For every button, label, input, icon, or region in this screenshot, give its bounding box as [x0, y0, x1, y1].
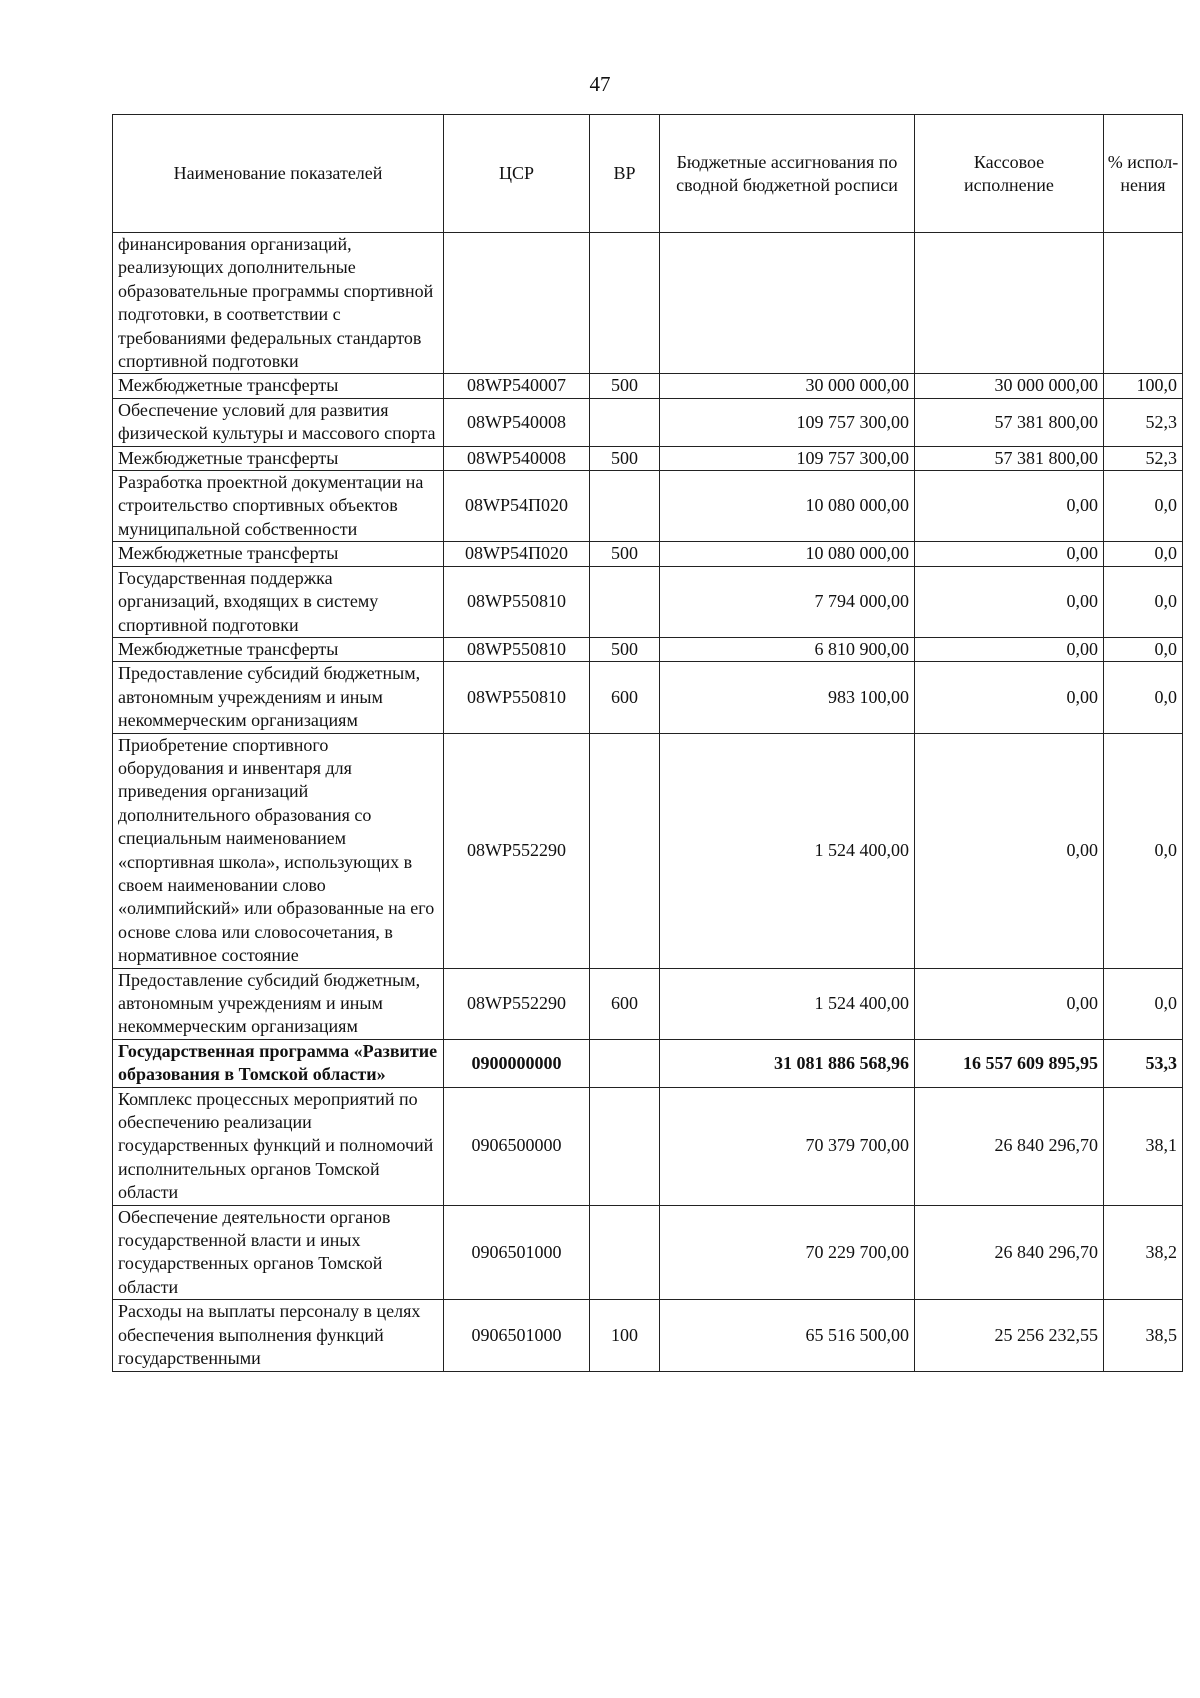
row-csr: 08WP540008 [444, 446, 590, 470]
row-csr: 0900000000 [444, 1039, 590, 1087]
header-csr: ЦСР [444, 115, 590, 233]
row-pct: 0,0 [1104, 566, 1183, 637]
page-number: 47 [589, 72, 611, 96]
row-budget: 10 080 000,00 [660, 542, 915, 566]
row-name: Обеспечение условий для развития физической культуры и массового спорта [113, 398, 444, 446]
row-csr: 08WP552290 [444, 968, 590, 1039]
row-vr [590, 233, 660, 374]
row-budget: 70 379 700,00 [660, 1087, 915, 1205]
table-row [113, 471, 1183, 542]
row-vr [590, 1039, 660, 1087]
row-name: Межбюджетные трансферты [113, 637, 444, 661]
row-name: Комплекс процессных мероприятий по обеспечению реализации государственных функций и полномочий исполнительных органов Томской области [113, 1087, 444, 1205]
row-pct: 0,0 [1104, 637, 1183, 661]
row-pct: 0,0 [1104, 542, 1183, 566]
row-cash: 0,00 [915, 733, 1104, 968]
row-cash: 16 557 609 895,95 [915, 1039, 1104, 1087]
row-csr [444, 233, 590, 374]
row-csr: 08WP54П020 [444, 542, 590, 566]
table-row [113, 374, 1183, 398]
table-row [113, 662, 1183, 733]
row-pct: 52,3 [1104, 398, 1183, 446]
row-vr: 100 [590, 1300, 660, 1371]
row-pct: 0,0 [1104, 968, 1183, 1039]
row-cash: 25 256 232,55 [915, 1300, 1104, 1371]
row-budget: 1 524 400,00 [660, 968, 915, 1039]
row-budget: 31 081 886 568,96 [660, 1039, 915, 1087]
table-row [113, 446, 1183, 470]
row-cash: 0,00 [915, 542, 1104, 566]
row-budget [660, 233, 915, 374]
row-vr [590, 398, 660, 446]
row-pct: 52,3 [1104, 446, 1183, 470]
row-csr: 08WP54П020 [444, 471, 590, 542]
row-vr: 600 [590, 968, 660, 1039]
table-row [113, 1300, 1183, 1371]
row-csr: 08WP550810 [444, 566, 590, 637]
row-csr: 08WP552290 [444, 733, 590, 968]
row-vr: 500 [590, 542, 660, 566]
row-pct: 38,1 [1104, 1087, 1183, 1205]
table-row [113, 1087, 1183, 1205]
row-budget: 7 794 000,00 [660, 566, 915, 637]
row-pct: 38,5 [1104, 1300, 1183, 1371]
row-name: Межбюджетные трансферты [113, 542, 444, 566]
row-pct [1104, 233, 1183, 374]
row-vr: 500 [590, 637, 660, 661]
row-name: Межбюджетные трансферты [113, 374, 444, 398]
row-name: Государственная поддержка организаций, входящих в систему спортивной подготовки [113, 566, 444, 637]
row-csr: 0906501000 [444, 1300, 590, 1371]
table-header-row [113, 115, 1183, 233]
row-name: Расходы на выплаты персоналу в целях обеспечения выполнения функций государственными [113, 1300, 444, 1371]
row-vr [590, 471, 660, 542]
header-pct: % испол- нения [1104, 115, 1183, 233]
table-row [113, 1205, 1183, 1300]
row-name: финансирования организаций, реализующих дополнительные образовательные программы спортивной подготовки, в соответствии с требованиями федеральных стандартов спортивной подготовки [113, 233, 444, 374]
row-vr [590, 733, 660, 968]
row-name: Предоставление субсидий бюджетным, автономным учреждениям и иным некоммерческим организациям [113, 662, 444, 733]
table-row [113, 1039, 1183, 1087]
table-row [113, 733, 1183, 968]
row-budget: 65 516 500,00 [660, 1300, 915, 1371]
row-cash: 0,00 [915, 662, 1104, 733]
row-pct: 0,0 [1104, 471, 1183, 542]
row-cash: 0,00 [915, 566, 1104, 637]
row-csr: 0906501000 [444, 1205, 590, 1300]
row-cash: 57 381 800,00 [915, 446, 1104, 470]
row-budget: 30 000 000,00 [660, 374, 915, 398]
row-budget: 70 229 700,00 [660, 1205, 915, 1300]
row-budget: 6 810 900,00 [660, 637, 915, 661]
budget-execution-table [112, 114, 1183, 1372]
row-name: Межбюджетные трансферты [113, 446, 444, 470]
row-budget: 1 524 400,00 [660, 733, 915, 968]
row-pct: 0,0 [1104, 662, 1183, 733]
header-cash: Кассовое исполнение [915, 115, 1104, 233]
row-csr: 08WP550810 [444, 662, 590, 733]
row-name: Обеспечение деятельности органов государственной власти и иных государственных органов Томской области [113, 1205, 444, 1300]
row-vr [590, 1205, 660, 1300]
row-vr: 500 [590, 374, 660, 398]
row-budget: 10 080 000,00 [660, 471, 915, 542]
header-vr: ВР [590, 115, 660, 233]
table-row [113, 542, 1183, 566]
table-row [113, 398, 1183, 446]
row-vr [590, 566, 660, 637]
row-name: Предоставление субсидий бюджетным, автономным учреждениям и иным некоммерческим организациям [113, 968, 444, 1039]
row-cash: 26 840 296,70 [915, 1205, 1104, 1300]
table-row [113, 233, 1183, 374]
row-cash: 30 000 000,00 [915, 374, 1104, 398]
row-cash: 0,00 [915, 637, 1104, 661]
table-row [113, 566, 1183, 637]
row-csr: 08WP540008 [444, 398, 590, 446]
row-pct: 53,3 [1104, 1039, 1183, 1087]
row-name: Государственная программа «Развитие образования в Томской области» [113, 1039, 444, 1087]
row-vr: 600 [590, 662, 660, 733]
header-name: Наименование показателей [113, 115, 444, 233]
row-vr: 500 [590, 446, 660, 470]
row-cash: 0,00 [915, 471, 1104, 542]
row-pct: 0,0 [1104, 733, 1183, 968]
row-csr: 0906500000 [444, 1087, 590, 1205]
row-budget: 109 757 300,00 [660, 398, 915, 446]
row-cash: 26 840 296,70 [915, 1087, 1104, 1205]
row-cash: 57 381 800,00 [915, 398, 1104, 446]
row-pct: 38,2 [1104, 1205, 1183, 1300]
row-cash: 0,00 [915, 968, 1104, 1039]
table-row [113, 637, 1183, 661]
row-vr [590, 1087, 660, 1205]
row-budget: 983 100,00 [660, 662, 915, 733]
row-name: Разработка проектной документации на строительство спортивных объектов муниципальной собственности [113, 471, 444, 542]
row-pct: 100,0 [1104, 374, 1183, 398]
row-csr: 08WP540007 [444, 374, 590, 398]
row-name: Приобретение спортивного оборудования и инвентаря для приведения организаций дополнительного образования со специальным наименованием «спортивная школа», использующих в своем наименовании слово «олимпийский» или образованные на его основе слова или словосочетания, в нормативное состояние [113, 733, 444, 968]
header-budget: Бюджетные ассигнования по сводной бюджетной росписи [660, 115, 915, 233]
table-row [113, 968, 1183, 1039]
row-csr: 08WP550810 [444, 637, 590, 661]
row-budget: 109 757 300,00 [660, 446, 915, 470]
row-cash [915, 233, 1104, 374]
